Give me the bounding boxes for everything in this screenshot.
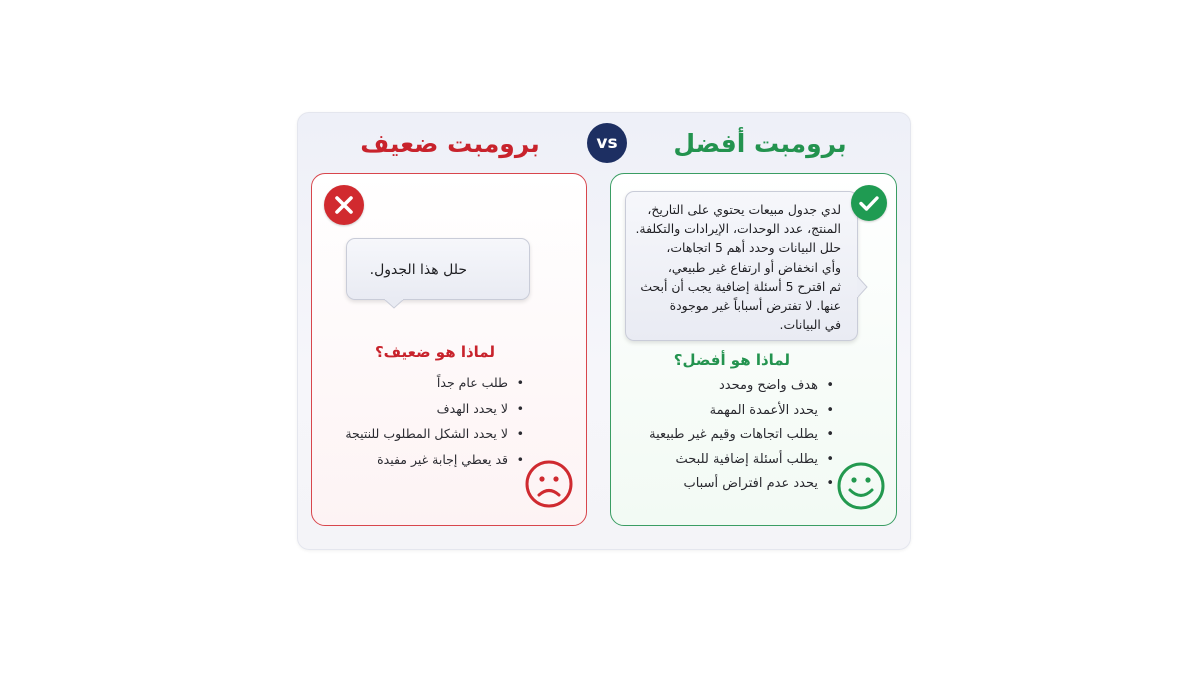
list-item: • يحدد عدم افتراض أسباب [620, 472, 834, 497]
better-bubble-tail [857, 276, 869, 298]
weak-why-heading: لماذا هو ضعيف؟ [374, 343, 495, 361]
better-prompt-line: وأي انخفاض أو ارتفاع غير طبيعي، [667, 259, 841, 275]
weak-reasons-list [330, 370, 524, 473]
check-circle-icon [851, 185, 887, 221]
list-item: • طلب عام جداً [330, 370, 524, 396]
better-prompt-line: ثم اقترح 5 أسئلة إضافية يجب أن أبحث [640, 278, 841, 294]
list-item: • يحدد الأعمدة المهمة [620, 399, 834, 424]
list-item: • يطلب اتجاهات وقيم غير طبيعية [620, 423, 834, 448]
sad-face-icon [524, 459, 574, 509]
list-item: • يطلب أسئلة إضافية للبحث [620, 448, 834, 473]
weak-prompt-text: حلل هذا الجدول. [369, 262, 467, 278]
better-prompt-title: برومبت أفضل [673, 129, 847, 158]
better-prompt-line: حلل البيانات وحدد أهم 5 اتجاهات، [666, 240, 841, 256]
weak-bubble-tail [384, 299, 404, 311]
better-reasons-list [620, 374, 834, 497]
list-item: • هدف واضح ومحدد [620, 374, 834, 399]
x-circle-icon [324, 185, 364, 225]
list-item: • قد يعطي إجابة غير مفيدة [330, 447, 524, 473]
better-prompt-bubble [625, 191, 858, 341]
better-prompt-line: في البيانات. [779, 317, 841, 333]
weak-prompt-title: برومبت ضعيف [360, 129, 540, 158]
vs-badge: vs [587, 123, 627, 163]
better-why-heading: لماذا هو أفضل؟ [673, 351, 790, 369]
better-prompt-line: عنها. لا تفترض أسباباً غير موجودة [669, 298, 841, 314]
weak-prompt-bubble [346, 238, 530, 300]
list-item: • لا يحدد الشكل المطلوب للنتيجة [330, 421, 524, 447]
better-prompt-line: المنتج، عدد الوحدات، الإيرادات والتكلفة. [635, 221, 841, 237]
happy-face-icon [836, 461, 886, 511]
list-item: • لا يحدد الهدف [330, 396, 524, 422]
better-prompt-line: لدي جدول مبيعات يحتوي على التاريخ، [647, 202, 841, 217]
